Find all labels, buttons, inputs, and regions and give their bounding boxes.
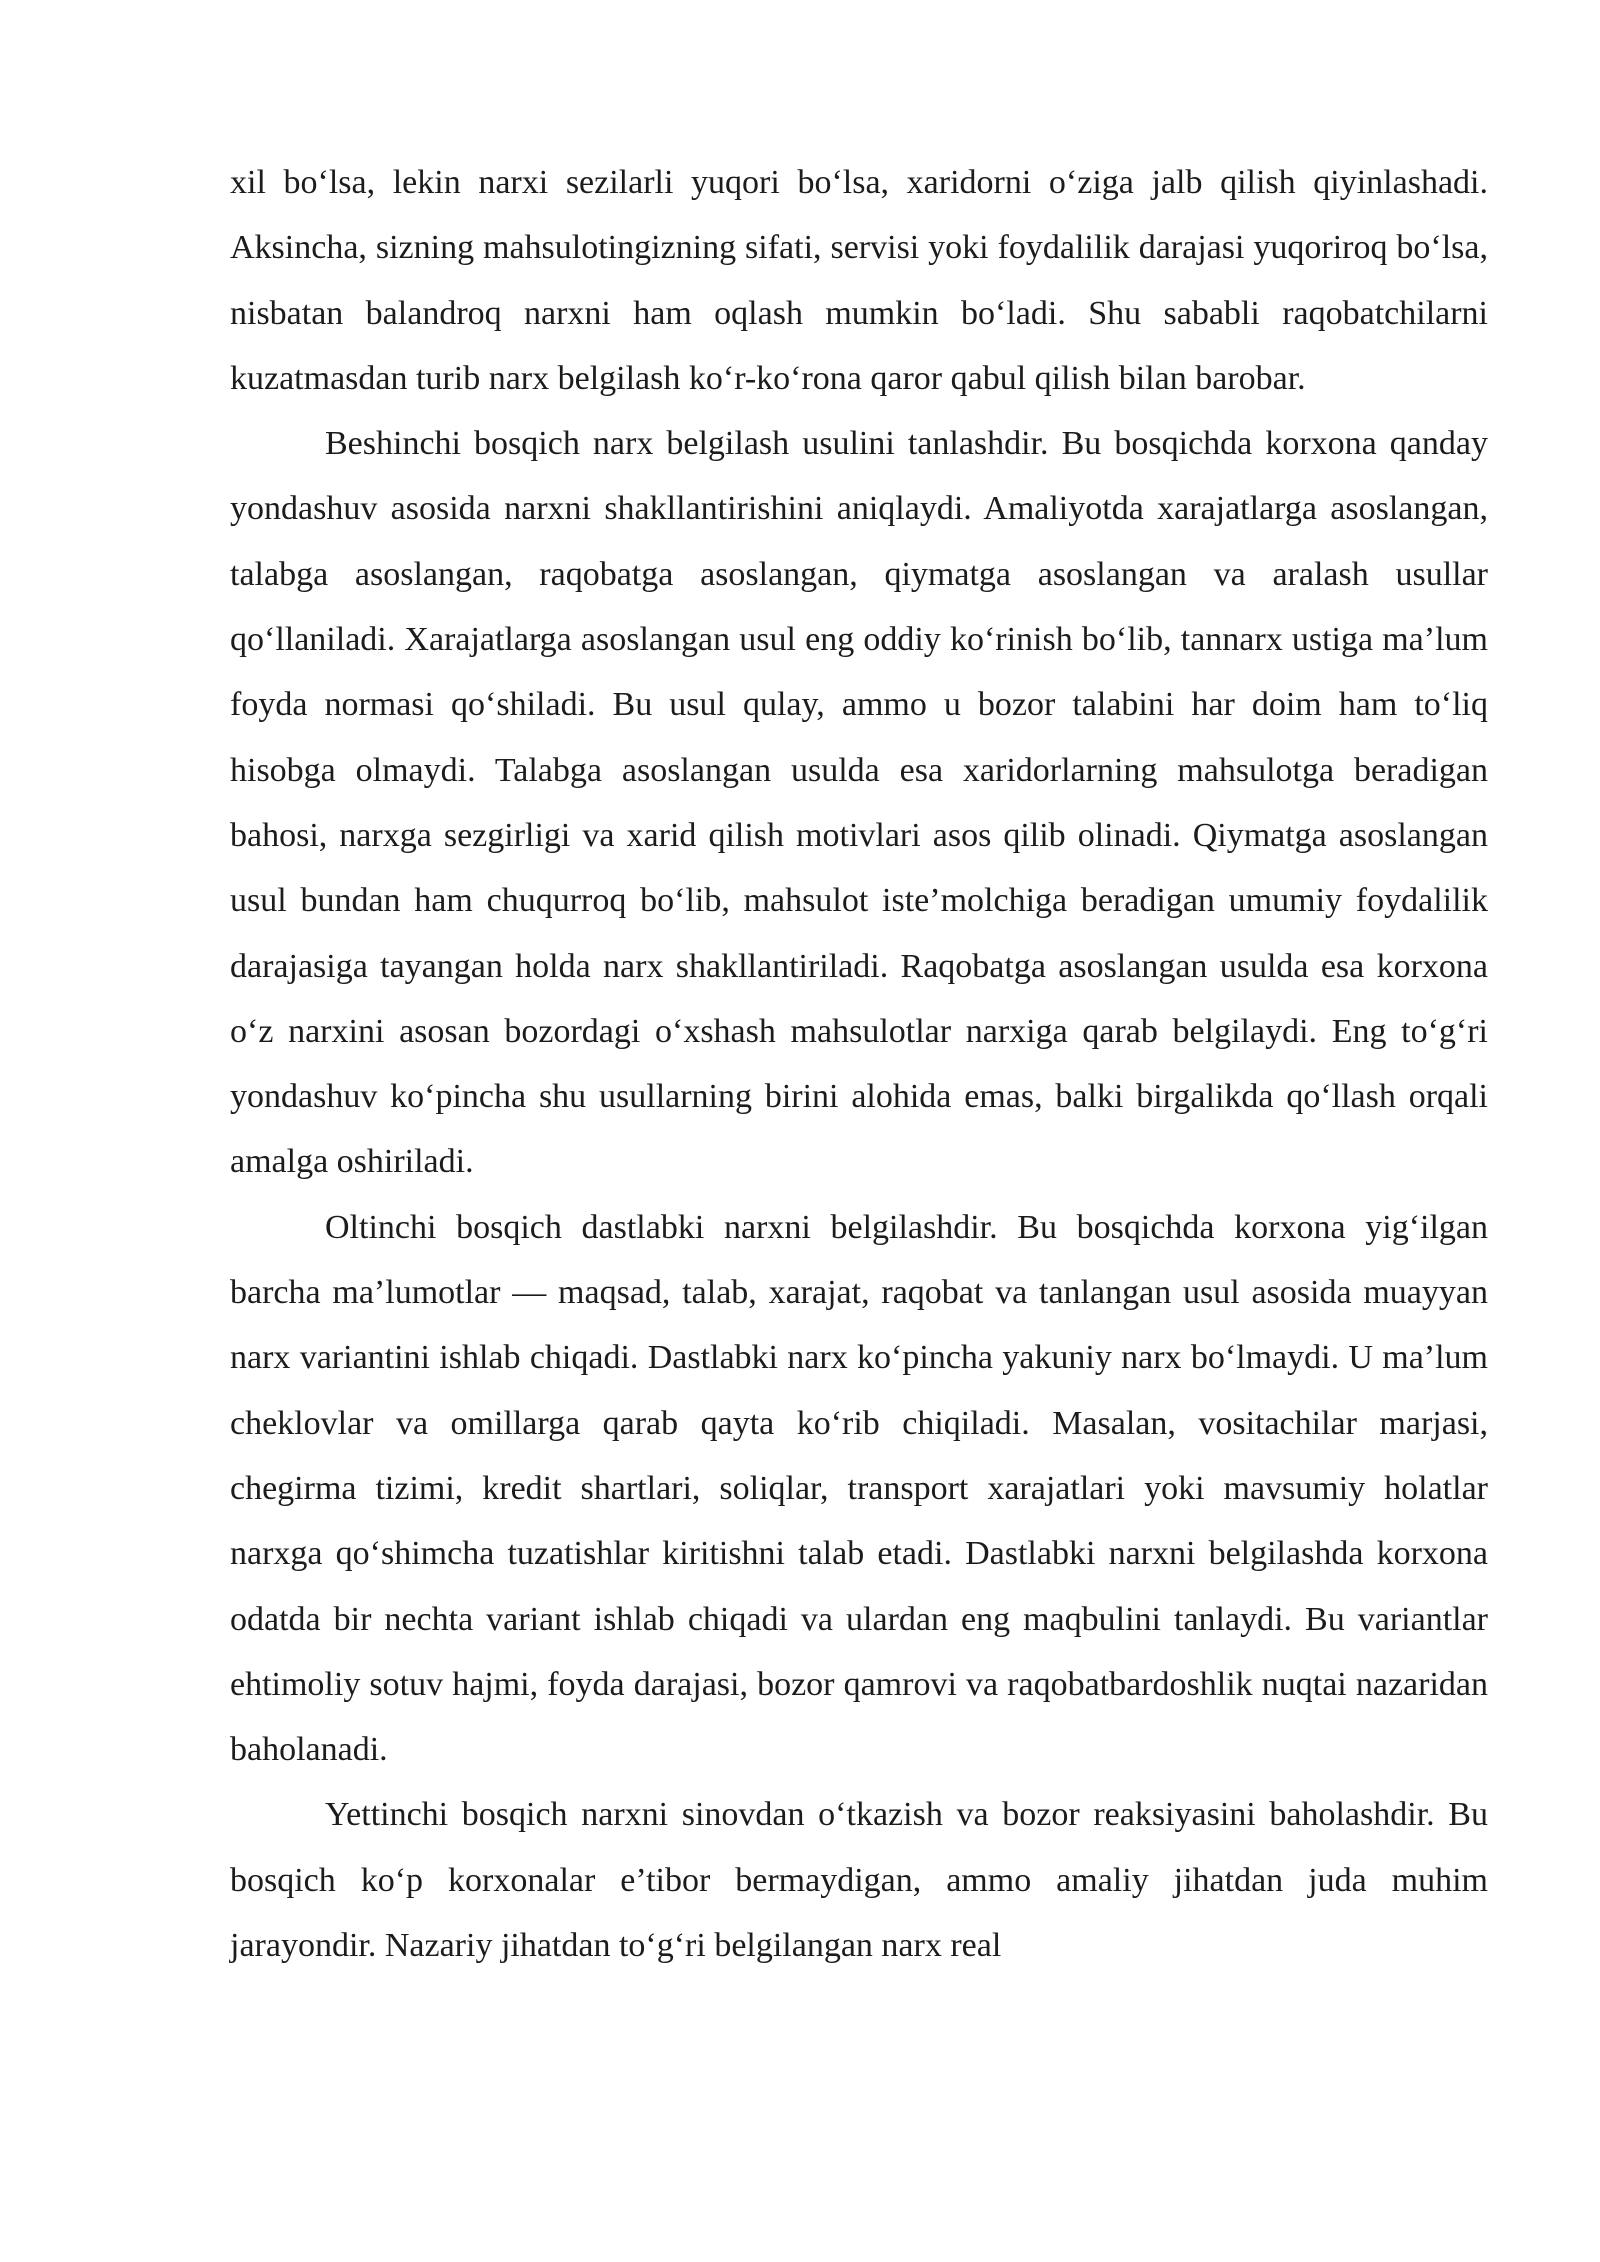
paragraph-stage-six: Oltinchi bosqich dastlabki narxni belgilashdir. Bu bosqichda korxona yig‘ilgan barcha ma’lumotlar — maqsad, talab, xarajat, raqobat va tanlangan usul asosida muayyan narx variantini ishlab chiqadi. Dastlabki narx ko‘pincha yakuniy narx bo‘lmaydi. U ma’lum cheklovlar va omillarga qarab qayta ko‘rib chiqiladi. Masalan, vositachilar marjasi, chegirma tizimi, kredit shartlari, soliqlar, transport xarajatlari yoki mavsumiy holatlar narxga qo‘shimcha tuzatishlar kiritishni talab etadi. Dastlabki narxni belgilashda korxona odatda bir nechta variant ishlab chiqadi va ulardan eng maqbulini tanlaydi. Bu variantlar ehtimoliy sotuv hajmi, foyda darajasi, bozor qamrovi va raqobatbardoshlik nuqtai nazaridan baholanadi. — [230, 1208, 1488, 1769]
document-body — [230, 150, 1488, 1978]
paragraph-stage-seven: Yettinchi bosqich narxni sinovdan o‘tkazish va bozor reaksiyasini baholashdir. Bu bosqich ko‘p korxonalar e’tibor bermaydigan, ammo amaliy jihatdan juda muhim jarayondir. Nazariy jihatdan to‘g‘ri belgilangan narx real — [230, 1796, 1488, 1965]
paragraph-continuation: xil bo‘lsa, lekin narxi sezilarli yuqori bo‘lsa, xaridorni o‘ziga jalb qilish qiyinlashadi. Aksincha, sizning mahsulotingizning sifati, servisi yoki foydalilik darajasi yuqoriroq bo‘lsa, nisbatan balandroq narxni ham oqlash mumkin bo‘ladi. Shu sababli raqobatchilarni kuzatmasdan turib narx belgilash ko‘r-ko‘rona qaror qabul qilish bilan barobar. — [230, 164, 1488, 397]
paragraph-stage-five: Beshinchi bosqich narx belgilash usulini tanlashdir. Bu bosqichda korxona qanday yondashuv asosida narxni shakllantirishini aniqlaydi. Amaliyotda xarajatlarga asoslangan, talabga asoslangan, raqobatga asoslangan, qiymatga asoslangan va aralash usullar qo‘llaniladi. Xarajatlarga asoslangan usul eng oddiy ko‘rinish bo‘lib, tannarx ustiga ma’lum foyda normasi qo‘shiladi. Bu usul qulay, ammo u bozor talabini har doim ham to‘liq hisobga olmaydi. Talabga asoslangan usulda esa xaridorlarning mahsulotga beradigan bahosi, narxga sezgirligi va xarid qilish motivlari asos qilib olinadi. Qiymatga asoslangan usul bundan ham chuqurroq bo‘lib, mahsulot iste’molchiga beradigan umumiy foydalilik darajasiga tayangan holda narx shakllantiriladi. Raqobatga asoslangan usulda esa korxona o‘z narxini asosan bozordagi o‘xshash mahsulotlar narxiga qarab belgilaydi. Eng to‘g‘ri yondashuv ko‘pincha shu usullarning birini alohida emas, balki birgalikda qo‘llash orqali amalga oshiriladi. — [230, 425, 1488, 1181]
